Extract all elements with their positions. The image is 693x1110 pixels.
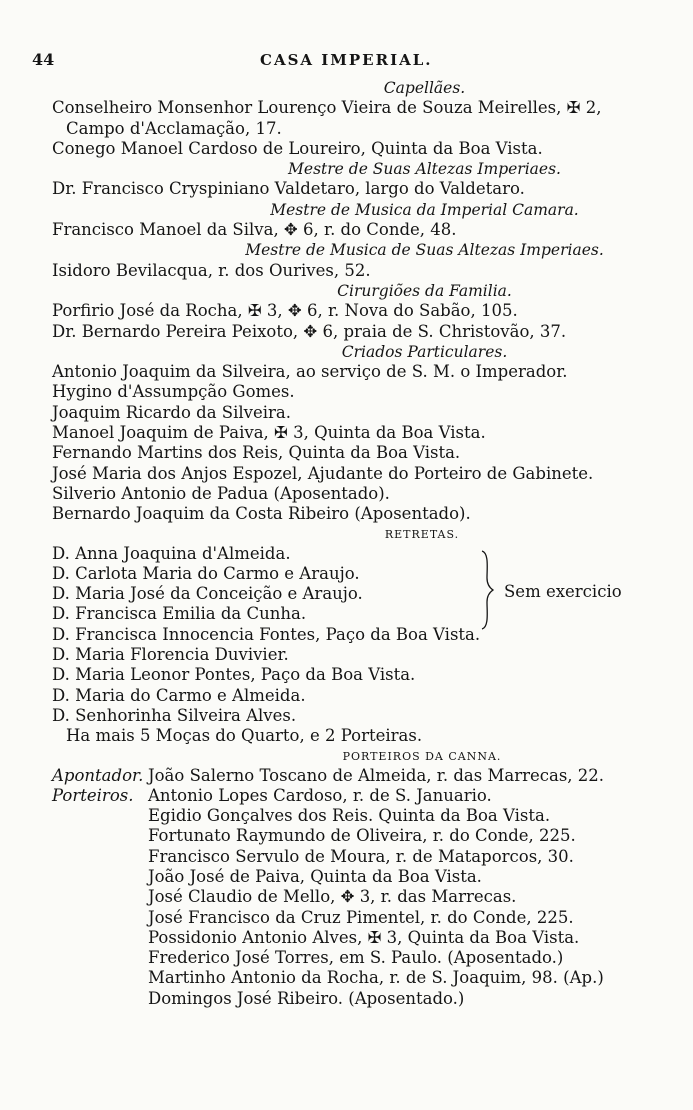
table-row — [52, 908, 677, 928]
entry-line: Conselheiro Monsenhor Lourenço Vieira de Souza Meirelles, ✠ 2, — [52, 98, 602, 118]
bracket-label: Sem exercicio — [504, 581, 622, 601]
entry-line: D. Carlota Maria do Carmo e Araujo. — [52, 563, 360, 583]
section-title-mestre-musica-altezas: Mestre de Musica de Suas Altezas Imperiaes. — [245, 241, 604, 260]
entry-line: Silverio Antonio de Padua (Aposentado). — [52, 483, 390, 503]
section-title-porteiros: PORTEIROS DA CANNA. — [342, 749, 502, 763]
section-title-cirurgioes: Cirurgiões da Familia. — [337, 281, 512, 300]
section-title-mestre-musica-camara: Mestre de Musica da Imperial Camara. — [270, 200, 579, 219]
section-title-criados: Criados Particulares. — [341, 342, 508, 361]
entry-line: Bernardo Joaquim da Costa Ribeiro (Aposentado). — [52, 504, 471, 524]
row-label — [52, 989, 148, 1009]
curly-brace-icon — [480, 550, 494, 630]
row-text: João Salerno Toscano de Almeida, r. das Marrecas, 22. — [148, 765, 605, 785]
row-text: José Francisco da Cruz Pimentel, r. do Conde, 225. — [148, 907, 574, 927]
entry-line: Porfirio José da Rocha, ✠ 3, ✥ 6, r. Nova do Sabão, 105. — [52, 301, 518, 321]
entry-line: Manoel Joaquim de Paiva, ✠ 3, Quinta da Boa Vista. — [52, 423, 486, 443]
row-text: João José de Paiva, Quinta da Boa Vista. — [148, 866, 482, 886]
table-row — [52, 766, 677, 786]
row-text: Fortunato Raymundo de Oliveira, r. do Conde, 225. — [148, 826, 576, 846]
table-row — [52, 806, 677, 826]
entry-line: D. Maria Florencia Duvivier. — [52, 645, 289, 665]
entry-line: D. Maria do Carmo e Almeida. — [52, 685, 306, 705]
entry-line: Ha mais 5 Moças do Quarto, e 2 Porteiras. — [66, 726, 423, 746]
section-title-capellaes: Capellães. — [383, 79, 466, 97]
table-row — [52, 989, 677, 1009]
entry-line: Dr. Bernardo Pereira Peixoto, ✥ 6, praia de S. Christovão, 37. — [52, 321, 567, 341]
row-label — [52, 806, 148, 826]
entry-line: Antonio Joaquim da Silveira, ao serviço de S. M. o Imperador. — [52, 362, 568, 382]
row-label — [52, 887, 148, 907]
row-text: Egidio Gonçalves dos Reis. Quinta da Boa Vista. — [148, 806, 551, 826]
row-label — [52, 867, 148, 887]
row-label — [52, 928, 148, 948]
row-text: Possidonio Antonio Alves, ✠ 3, Quinta da Boa Vista. — [148, 927, 580, 947]
table-row — [52, 948, 677, 968]
entry-line: D. Maria José da Conceição e Araujo. — [52, 584, 363, 604]
entry-line: Francisco Manoel da Silva, ✥ 6, r. do Conde, 48. — [52, 220, 457, 240]
section-title-retretas: RETRETAS. — [384, 527, 460, 541]
page-header — [32, 50, 672, 72]
row-text: Domingos José Ribeiro. (Aposentado.) — [148, 988, 465, 1008]
section-title-mestre-altezas: Mestre de Suas Altezas Imperiaes. — [288, 160, 561, 179]
entry-line: Conego Manoel Cardoso de Loureiro, Quinta da Boa Vista. — [52, 138, 543, 158]
row-label — [52, 826, 148, 846]
running-title: CASA IMPERIAL. — [260, 51, 433, 69]
row-label — [52, 847, 148, 867]
entry-line: Isidoro Bevilacqua, r. dos Ourives, 52. — [52, 260, 371, 280]
row-text: José Claudio de Mello, ✥ 3, r. das Marrecas. — [148, 887, 517, 907]
entry-line: D. Francisca Innocencia Fontes, Paço da Boa Vista. — [52, 624, 481, 644]
entry-line: D. Anna Joaquina d'Almeida. — [52, 543, 291, 563]
row-text: Frederico José Torres, em S. Paulo. (Aposentado.) — [148, 948, 564, 968]
entry-line: José Maria dos Anjos Espozel, Ajudante do Porteiro de Gabinete. — [52, 463, 594, 483]
entry-line: D. Francisca Emilia da Cunha. — [52, 604, 307, 624]
page-number: 44 — [32, 50, 55, 69]
row-label — [52, 908, 148, 928]
row-label: Apontador. — [52, 765, 144, 785]
table-row — [52, 847, 677, 867]
table-row — [52, 928, 677, 948]
page-body — [52, 78, 677, 1009]
table-row — [52, 887, 677, 907]
entry-line: Joaquim Ricardo da Silveira. — [52, 402, 291, 422]
entry-line: Fernando Martins dos Reis, Quinta da Boa Vista. — [52, 443, 461, 463]
table-row — [52, 786, 677, 806]
entry-line: D. Maria Leonor Pontes, Paço da Boa Vista. — [52, 665, 416, 685]
table-row — [52, 968, 677, 988]
row-text: Martinho Antonio da Rocha, r. de S. Joaquim, 98. (Ap.) — [148, 968, 604, 988]
table-row — [52, 867, 677, 887]
entry-line: Dr. Francisco Cryspiniano Valdetaro, largo do Valdetaro. — [52, 179, 525, 199]
retretas-list — [52, 544, 677, 747]
row-label — [52, 968, 148, 988]
porteiros-list — [52, 766, 677, 1010]
row-label — [52, 948, 148, 968]
table-row — [52, 826, 677, 846]
row-label: Porteiros. — [52, 785, 134, 805]
row-text: Antonio Lopes Cardoso, r. de S. Januario. — [148, 785, 492, 805]
entry-line: Hygino d'Assumpção Gomes. — [52, 382, 295, 402]
entry-line: D. Senhorinha Silveira Alves. — [52, 705, 297, 725]
entry-line: Campo d'Acclamação, 17. — [66, 118, 282, 138]
row-text: Francisco Servulo de Moura, r. de Mataporcos, 30. — [148, 846, 574, 866]
